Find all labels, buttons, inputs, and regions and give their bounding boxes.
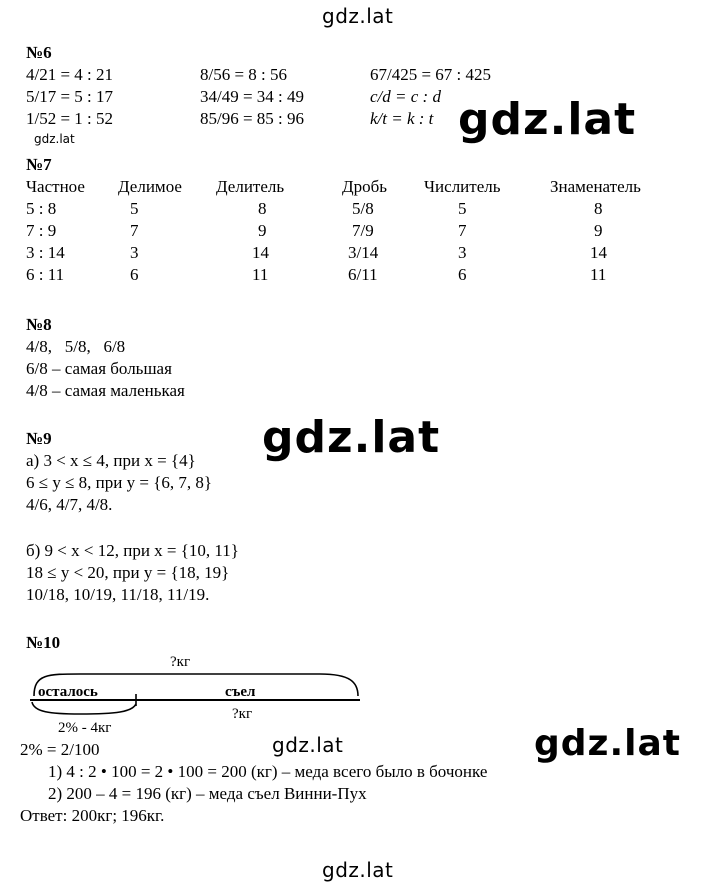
table-row xyxy=(26,198,680,220)
table-cell: 3 xyxy=(458,243,467,262)
task-10-answer: Ответ: 200кг; 196кг. xyxy=(20,806,165,825)
table-cell: 3 xyxy=(130,243,139,262)
table-cell: 14 xyxy=(590,243,607,262)
table-header-row xyxy=(26,176,680,198)
task-6-header: №6 xyxy=(26,43,52,62)
table-cell: 6/11 xyxy=(348,265,378,284)
task-9-part-a xyxy=(26,450,212,516)
task-9-header: №9 xyxy=(26,429,52,448)
table-cell: 7 xyxy=(458,221,467,240)
column-header: Числитель xyxy=(424,177,501,196)
task-8-body xyxy=(26,336,185,402)
table-cell: 8 xyxy=(258,199,267,218)
task-8-line: 6/8 – самая большая xyxy=(26,359,172,378)
table-cell: 7/9 xyxy=(352,221,374,240)
task-10-line: 1) 4 : 2 • 100 = 2 • 100 = 200 (кг) – меда всего было в бочонке xyxy=(48,762,488,781)
task-6-line: 67/425 = 67 : 425 xyxy=(370,65,492,84)
table-cell: 7 xyxy=(130,221,139,240)
task-6-line: 8/56 = 8 : 56 xyxy=(200,65,288,84)
diagram-below-right-label: ?кг xyxy=(232,706,253,722)
table-cell: 3/14 xyxy=(348,243,379,262)
watermark-bottom: gdz.lat xyxy=(322,858,394,882)
task-10-line: 2% = 2/100 xyxy=(20,740,100,759)
task-9-line: б) 9 < x < 12, при x = {10, 11} xyxy=(26,541,239,560)
task-7-header: №7 xyxy=(26,155,52,174)
table-row xyxy=(26,242,680,264)
task-6-line: 85/96 = 85 : 96 xyxy=(200,109,305,128)
task-6-line: 4/21 = 4 : 21 xyxy=(26,65,114,84)
column-header: Частное xyxy=(26,177,85,196)
task-6-line: 1/52 = 1 : 52 xyxy=(26,109,114,128)
table-cell: 3 : 14 xyxy=(26,243,65,262)
table-cell: 5/8 xyxy=(352,199,374,218)
table-cell: 11 xyxy=(590,265,607,284)
task-6-line: 5/17 = 5 : 17 xyxy=(26,87,114,106)
table-cell: 6 xyxy=(458,265,467,284)
task-9-line: 4/6, 4/7, 4/8. xyxy=(26,495,113,514)
table-cell: 5 xyxy=(130,199,139,218)
table-cell: 6 : 11 xyxy=(26,265,65,284)
watermark-small-left: gdz.lat xyxy=(34,132,75,146)
watermark-top: gdz.lat xyxy=(322,4,394,28)
task-8-header: №8 xyxy=(26,315,52,334)
task-10-header: №10 xyxy=(26,633,61,652)
table-cell: 14 xyxy=(252,243,269,262)
column-header: Дробь xyxy=(342,177,387,196)
task-9-line: а) 3 < x ≤ 4, при x = {4} xyxy=(26,451,196,470)
task-9-part-b xyxy=(26,540,239,606)
segment-diagram xyxy=(20,652,370,738)
task-6-col3 xyxy=(370,64,491,130)
table-cell: 9 xyxy=(258,221,267,240)
table-row xyxy=(26,220,680,242)
task-6-col1 xyxy=(26,64,113,130)
table-cell: 5 : 8 xyxy=(26,199,57,218)
diagram-top-label: ?кг xyxy=(170,654,191,670)
watermark-mid: gdz.lat xyxy=(272,733,344,757)
watermark-large-3: gdz.lat xyxy=(534,723,682,764)
diagram-left-label: осталось xyxy=(38,684,98,700)
table-cell: 11 xyxy=(252,265,269,284)
task-6-line: c/d = c : d xyxy=(370,87,441,106)
column-header: Знаменатель xyxy=(550,177,641,196)
task-10-line: 2) 200 – 4 = 196 (кг) – меда съел Винни-Пух xyxy=(48,784,367,803)
task-8-line: 4/8, 5/8, 6/8 xyxy=(26,337,126,356)
column-header: Делитель xyxy=(216,177,285,196)
task-9-line: 6 ≤ y ≤ 8, при y = {6, 7, 8} xyxy=(26,473,213,492)
task-7-table xyxy=(26,176,680,286)
task-8-line: 4/8 – самая маленькая xyxy=(26,381,185,400)
table-cell: 7 : 9 xyxy=(26,221,57,240)
task-9-line: 10/18, 10/19, 11/18, 11/19. xyxy=(26,585,210,604)
column-header: Делимое xyxy=(118,177,182,196)
task-6-line: 34/49 = 34 : 49 xyxy=(200,87,305,106)
task-6-line: k/t = k : t xyxy=(370,109,434,128)
table-cell: 6 xyxy=(130,265,139,284)
task-6-col2 xyxy=(200,64,304,130)
table-cell: 9 xyxy=(594,221,603,240)
watermark-large-1: gdz.lat xyxy=(458,94,637,145)
diagram-right-label: съел xyxy=(225,684,256,700)
table-cell: 5 xyxy=(458,199,467,218)
table-cell: 8 xyxy=(594,199,603,218)
task-9-line: 18 ≤ y < 20, при y = {18, 19} xyxy=(26,563,230,582)
table-row xyxy=(26,264,680,286)
watermark-large-2: gdz.lat xyxy=(262,412,441,463)
bottom-brace xyxy=(32,702,136,714)
diagram-below-left-label: 2% - 4кг xyxy=(58,720,112,736)
